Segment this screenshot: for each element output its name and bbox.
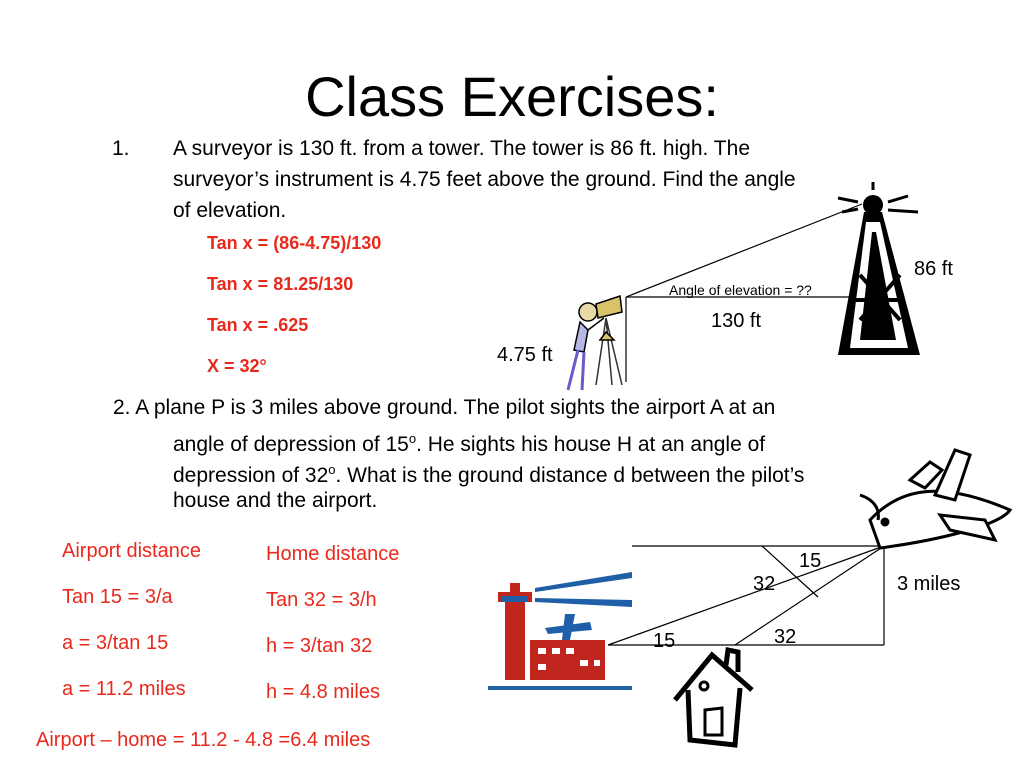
house-clipart [675,650,752,745]
solution1-step2: Tan x = 81.25/130 [207,274,354,294]
tower-height-label: 86 ft [914,258,953,280]
problem1-line2: surveyor’s instrument is 4.75 feet above the ground. Find the angle [173,168,796,191]
angle-bottom-15-label: 15 [653,630,676,652]
solution1-step1: Tan x = (86-4.75)/130 [207,233,382,253]
airport-step1: Tan 15 = 3/a [62,586,173,608]
airport-heading: Airport distance [62,540,201,562]
angle-bottom-32-label: 32 [774,626,797,648]
angle-of-elevation-label: Angle of elevation = ?? [669,282,812,298]
home-step1: Tan 32 = 3/h [266,589,377,611]
home-result: h = 4.8 miles [266,681,380,703]
airport-result: a = 11.2 miles [62,678,186,700]
problem2-line1: 2. A plane P is 3 miles above ground. The pilot sights the airport A at an [113,396,776,419]
airplane-clipart [860,450,1010,548]
tower-clipart [838,182,920,355]
problem1-line1: A surveyor is 130 ft. from a tower. The tower is 86 ft. high. The [173,137,750,160]
airport-clipart [488,572,632,690]
angle-top-15-label: 15 [799,550,822,572]
problem1-number: 1. [112,137,130,160]
angle-top-32-label: 32 [753,573,776,595]
instrument-height-label: 4.75 ft [497,344,553,366]
distance-label: 130 ft [711,310,762,332]
slide-title: Class Exercises: [305,65,719,128]
home-step2: h = 3/tan 32 [266,635,373,657]
problem1-line3: of elevation. [173,199,287,222]
surveyor-clipart [568,296,622,390]
home-heading: Home distance [266,543,400,565]
solution1-step3: Tan x = .625 [207,315,309,335]
airport-step2: a = 3/tan 15 [62,632,169,654]
problem2-line2: angle of depression of 15$^o$. He sights his house H at an angle of [173,431,766,456]
problem2-line4: house and the airport. [173,489,378,512]
plane-height-label: 3 miles [897,573,961,595]
problem2-line3: depression of 32$^o$. What is the ground distance d between the pilot’s [173,462,805,487]
final-answer: Airport – home = 11.2 - 4.8 =6.4 miles [36,729,371,751]
solution1-answer: X = 32° [207,356,267,376]
depression-diagram [608,546,884,645]
